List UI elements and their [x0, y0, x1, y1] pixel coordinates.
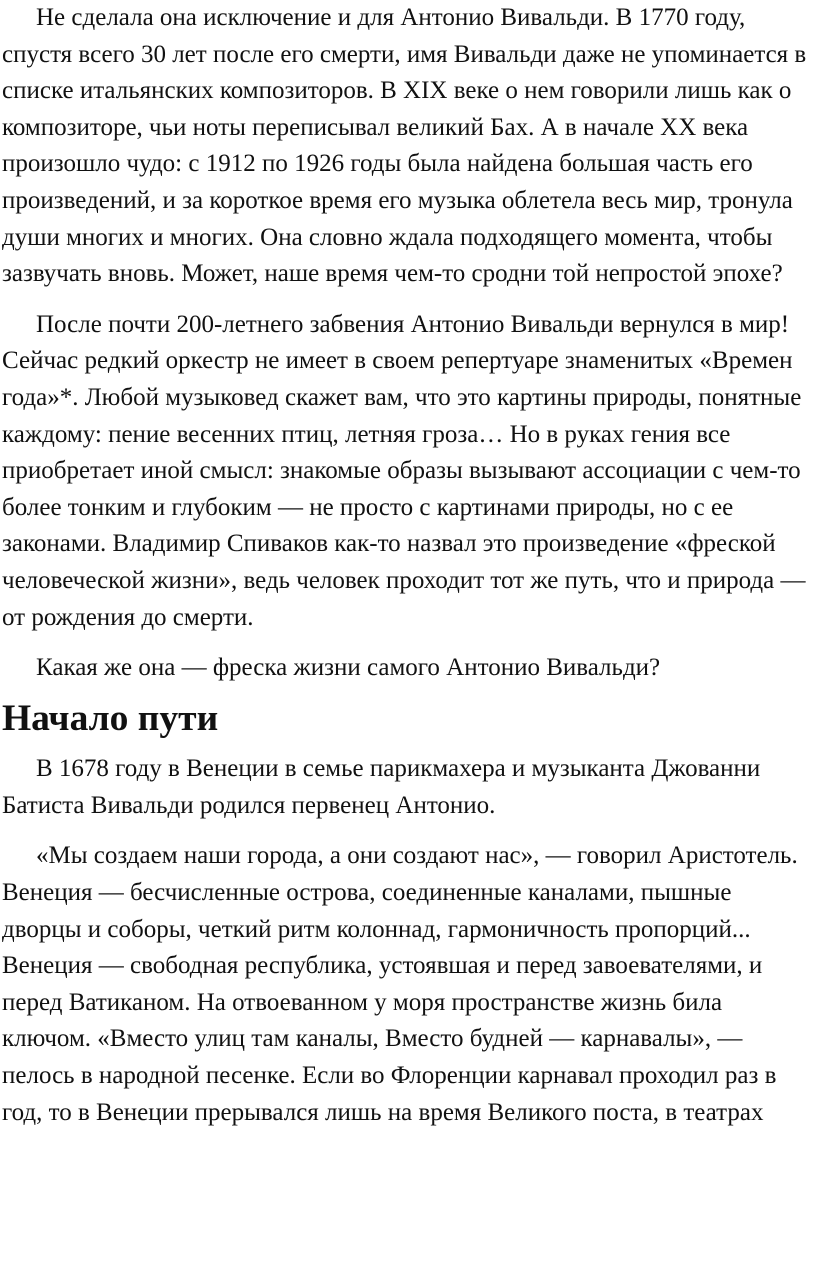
paragraph-vivaldi-return: После почти 200-летнего забвения Антонио Вивальди вернулся в мир! Сейчас редкий оркестр не имеет в своем репертуаре знаменитых «Времен года»*. Любой музыковед скажет вам, что это картины природы, понятные каждому: пение весенних птиц, летняя гроза… Но в руках гения все приобретает иной смысл: знакомые образы вызывают ассоциации с чем-то более тонким и глубоким — не просто с картинами природы, но с ее законами. Владимир Спиваков как-то назвал это произведение «фреской человеческой жизни», ведь человек проходит тот же путь, что и природа — от рождения до смерти.: [2, 310, 806, 631]
paragraph-fresco-question: Какая же она — фреска жизни самого Антонио Вивальди?: [36, 654, 661, 682]
paragraph-birth: В 1678 году в Венеции в семье парикмахера и музыканта Джованни Батиста Вивальди родился первенец Антонио.: [2, 755, 761, 819]
paragraph-vivaldi-forgotten: Не сделала она исключение и для Антонио Вивальди. В 1770 году, спустя всего 30 лет после его смерти, имя Вивальди даже не упоминается в списке итальянских композиторов. В XIX веке о нем говорили лишь как о композиторе, чьи ноты переписывал великий Бах. А в начале XX века произошло чудо: с 1912 по 1926 годы была найдена большая часть его произведений, и за короткое время его музыка облетела весь мир, тронула души многих и многих. Она словно ждала подходящего момента, чтобы зазвучать вновь. Может, наше время чем-то сродни той непростой эпохе?: [2, 4, 807, 288]
paragraph-venice: «Мы создаем наши города, а они создают нас», — говорил Аристотель. Венеция — бесчисленные острова, соединенные каналами, пышные дворцы и соборы, четкий ритм колоннад, гармоничность пропорций... Венеция — свободная республика, устоявшая и перед завоевателями, и перед Ватиканом. На отвоеванном у моря пространстве жизнь била ключом. «Вместо улиц там каналы, Вместо будней — карнавалы», — пелось в народной песенке. Если во Флоренции карнавал проходил раз в год, то в Венеции прерывался лишь на время Великого поста, в театрах: [2, 842, 798, 1126]
section-heading: Начало пути: [2, 697, 219, 739]
